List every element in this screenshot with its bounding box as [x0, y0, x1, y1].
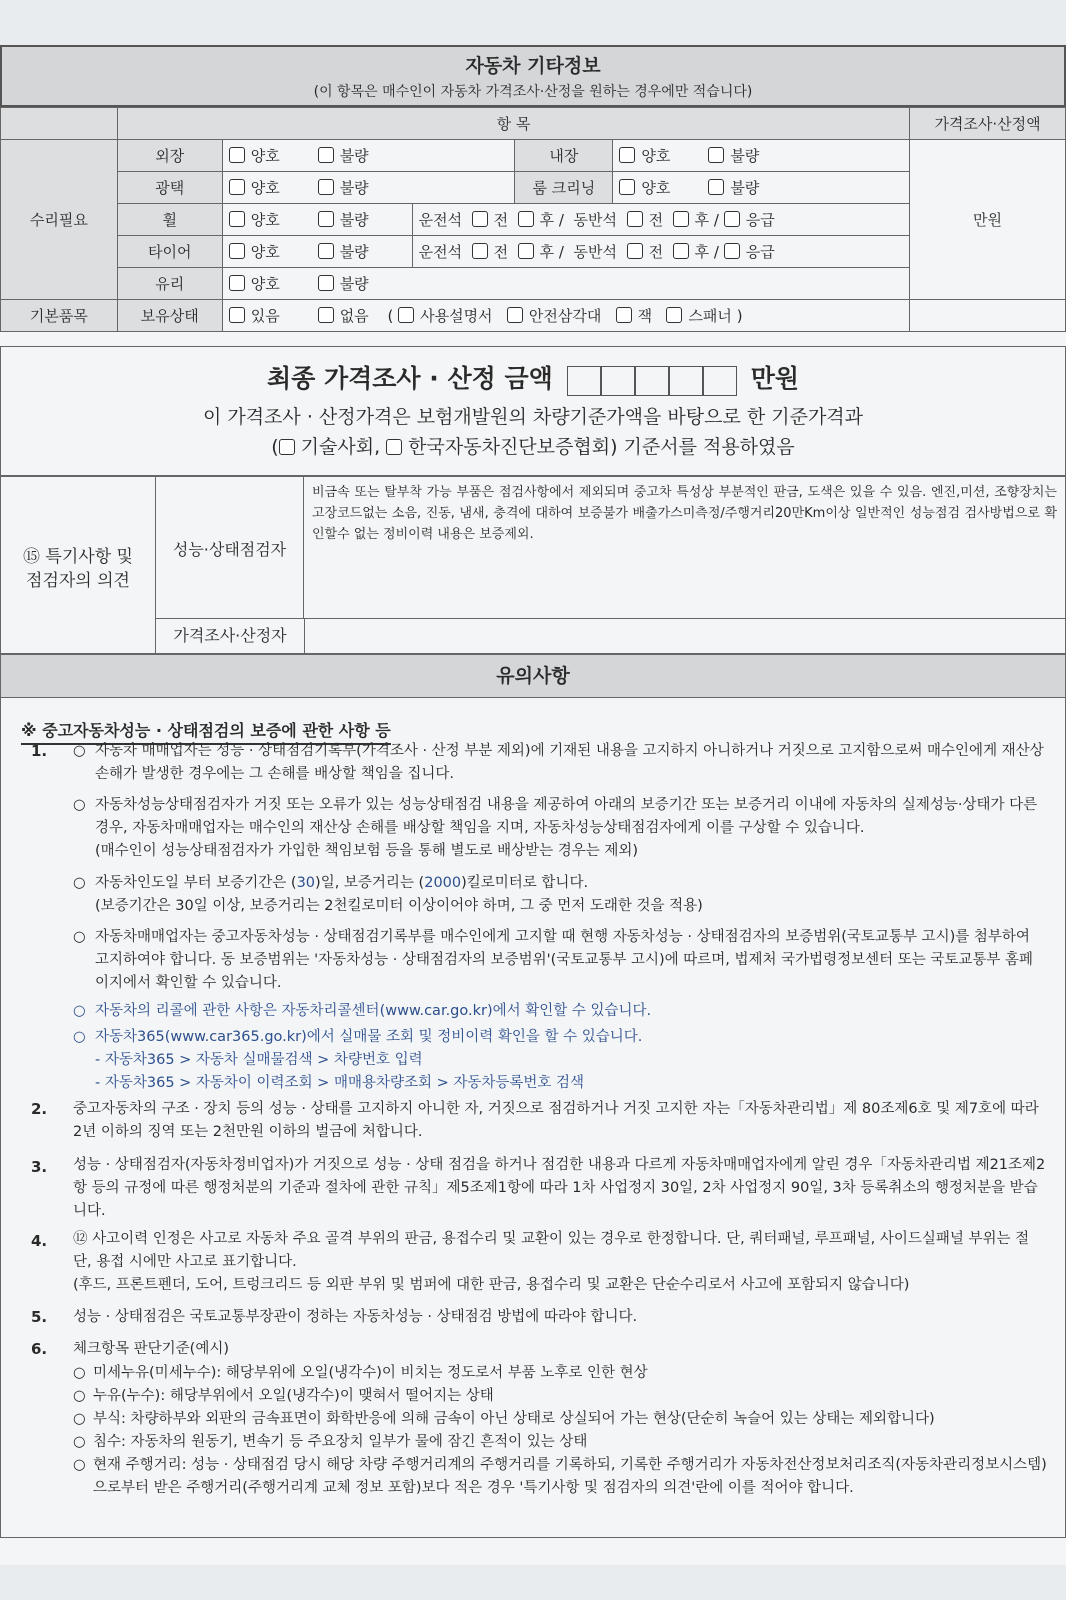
wheel-good-checkbox[interactable]: [229, 211, 245, 227]
criteria-list: [73, 1362, 1047, 1500]
tire-bad-checkbox[interactable]: [318, 243, 334, 259]
room-cleaning-options: 양호 불량: [613, 172, 910, 204]
row-possession: 보유상태: [117, 300, 222, 332]
notice-bullet-car365: ○ 자동차365(www.car365.go.kr)에서 실매물 조회 및 정비이력 확인을 할 수 있습니다. - 자동차365 > 자동차 실매물검색 > 차량번호 입력 - 자동차365 > 자동차이 이력조회 > 매매용차량조회 > 자동차등록번호 검색: [73, 1029, 643, 1091]
wheel-options: 양호 불량: [222, 204, 412, 236]
repair-label: 수리필요: [1, 140, 118, 300]
engineer-society-checkbox[interactable]: [279, 439, 295, 455]
gloss-good-checkbox[interactable]: [229, 179, 245, 195]
glass-bad-checkbox[interactable]: [318, 275, 334, 291]
spanner-checkbox[interactable]: [666, 307, 682, 323]
row-interior: 내장: [515, 140, 613, 172]
basic-price-cell: [910, 300, 1066, 332]
criteria-item: ○ 미세누유(미세누수): 해당부위에 오일(냉각수)이 비치는 정도로서 부품 노후로 인한 현상: [73, 1365, 648, 1381]
item-number-3: 3.: [31, 1158, 48, 1176]
notice-title: ※ 중고자동차성능 · 상태점검의 보증에 관한 사항 등: [21, 718, 391, 745]
notice-item-2: 중고자동차의 구조 · 장치 등의 성능 · 상태를 고지하지 아니한 자, 거짓으로 점검하거나 거짓 고지한 자는「자동차관리법」제 80조제6호 및 제7호에 따라 2년 이하의 징역 또는 2천만원 이하의 벌금에 처합니다.: [73, 1101, 1039, 1140]
possession-no-checkbox[interactable]: [318, 307, 334, 323]
final-price-note: 이 가격조사 · 산정가격은 보험개발원의 차량기준가액을 바탕으로 한 기준가격과 ( 기술사회, 한국자동차진단보증협회) 기준서를 적용하였음: [202, 405, 864, 458]
row-gloss: 광택: [117, 172, 222, 204]
glass-options: 양호 불량: [222, 268, 909, 300]
warranty-km: 2000: [424, 875, 462, 891]
row-room-cleaning: 룸 크리닝: [515, 172, 613, 204]
notice-bullet-recall: ○ 자동차의 리콜에 관한 사항은 자동차리콜센터(www.car.go.kr)에서 확인할 수 있습니다.: [73, 1003, 652, 1019]
tire-good-checkbox[interactable]: [229, 243, 245, 259]
interior-bad-checkbox[interactable]: [708, 147, 724, 163]
gloss-bad-checkbox[interactable]: [318, 179, 334, 195]
item-number-4: 4.: [31, 1232, 48, 1250]
notice-item-3: 성능 · 상태점검자(자동차정비업자)가 거짓으로 성능 · 상태 점검을 하거나 점검한 내용과 다르게 자동차매매업자에게 알린 경우「자동차관리법 제21조제2항 등의 규정에 따른 행정처분의 기준과 절차에 관한 규칙」제5조제1항에 따라 1차 사업정지 30일, 2차 사업정지 90일, 3차 등록취소의 행정처분을 받습니다.: [73, 1157, 1046, 1219]
final-price-digit-boxes[interactable]: [567, 365, 737, 396]
section-subtitle: (이 항목은 매수인이 자동차 가격조사·산정을 원하는 경우에만 적습니다): [313, 84, 753, 100]
room-cleaning-good-checkbox[interactable]: [619, 179, 635, 195]
item-number-2: 2.: [31, 1100, 48, 1118]
jack-checkbox[interactable]: [616, 307, 632, 323]
tire-passenger-front-checkbox[interactable]: [627, 243, 643, 259]
exterior-bad-checkbox[interactable]: [318, 147, 334, 163]
tire-passenger-rear-checkbox[interactable]: [673, 243, 689, 259]
criteria-item: ○ 침수: 자동차의 원동기, 변속기 등 주요장치 일부가 물에 잠긴 흔적이 있는 상태: [73, 1434, 588, 1450]
col-item-header: 항 목: [117, 108, 909, 140]
tire-position-options: 운전석 전 후 / 동반석 전 후 / 응급: [412, 236, 910, 268]
room-cleaning-bad-checkbox[interactable]: [708, 179, 724, 195]
interior-good-checkbox[interactable]: [619, 147, 635, 163]
notice-bullet-1: ○ 자동차 매매업자는 성능 · 상태점검기록부(가격조사 · 산정 부분 제외)에 기재된 내용을 고지하지 아니하거나 거짓으로 고지함으로써 매수인에게 재산상 손해가 발생한 경우에는 그 손해를 배상할 책임을 집니다.: [73, 743, 1044, 782]
item-number-5: 5.: [31, 1308, 48, 1326]
interior-options: 양호 불량: [613, 140, 910, 172]
triangle-checkbox[interactable]: [507, 307, 523, 323]
row-wheel: 휠: [117, 204, 222, 236]
kadia-checkbox[interactable]: [386, 439, 402, 455]
glass-good-checkbox[interactable]: [229, 275, 245, 291]
warranty-days: 30: [296, 875, 316, 891]
final-price-section: [0, 346, 1066, 476]
wheel-position-options: 운전석 전 후 / 동반석 전 후 / 응급: [412, 204, 910, 236]
section-title: 자동차 기타정보: [465, 55, 601, 77]
row-tire: 타이어: [117, 236, 222, 268]
notice-item-4: ⑫ 사고이력 인정은 사고로 자동차 주요 골격 부위의 판금, 용접수리 및 교환이 있는 경우로 한정합니다. 단, 쿼터패널, 루프패널, 사이드실패널 부위는 절단, 용접 시에만 사고로 표기합니다. (후드, 프론트펜더, 도어, 트렁크리드 등 외판 부위 및 범퍼에 대한 판금, 용접수리 및 교환은 단순수리로서 사고에 포함되지 않습니다): [73, 1231, 1030, 1293]
wheel-driver-front-checkbox[interactable]: [472, 211, 488, 227]
tire-options: 양호 불량: [222, 236, 412, 268]
section-header: [0, 45, 1066, 107]
tire-driver-front-checkbox[interactable]: [472, 243, 488, 259]
basic-item-options: 있음 없음 ( 사용설명서 안전삼각대 잭 스패너 ): [222, 300, 909, 332]
price-inspector-label: 가격조사·산정자: [156, 619, 305, 653]
criteria-item: ○ 현재 주행거리: 성능 · 상태점검 당시 해당 차량 주행거리계의 주행거리를 기록하되, 기록한 주행거리가 자동차전산정보처리조직(자동차관리정보시스템)으로부터 받은 주행거리(주행거리계 교체 정보 포함)보다 적은 경우 '특기사항 및 점검자의 의견'란에 이를 적어야 합니다.: [73, 1457, 1047, 1496]
notice-header: 유의사항: [0, 654, 1066, 698]
wheel-bad-checkbox[interactable]: [318, 211, 334, 227]
notice-item-6: 체크항목 판단기준(예시): [73, 1341, 229, 1357]
final-price-title: 최종 가격조사 · 산정 금액: [266, 364, 553, 393]
tire-driver-rear-checkbox[interactable]: [518, 243, 534, 259]
price-unit: 만원: [910, 140, 1066, 300]
notice-bullet-2: ○ 자동차성능상태점검자가 거짓 또는 오류가 있는 성능상태점검 내용을 제공하여 아래의 보증기간 또는 보증거리 이내에 자동차의 실제성능·상태가 다른 경우, 자동차매매업자는 매수인의 재산상 손해를 배상할 책임을 지며, 자동차성능상태점검자에게 이를 구상할 수 있습니다. (매수인이 성능상태점검자가 가입한 책임보험 등을 통해 별도로 배상받는 경우는 제외): [73, 797, 1038, 859]
criteria-item: ○ 누유(누수): 해당부위에서 오일(냉각수)이 맺혀서 떨어지는 상태: [73, 1388, 494, 1404]
inspector-label: 성능·상태점검자: [156, 477, 304, 619]
col-price-header: 가격조사·산정액: [910, 108, 1066, 140]
inspection-table: [0, 107, 1066, 332]
inspector-opinion-text: 비금속 또는 탈부착 가능 부품은 점검사항에서 제외되며 중고차 특성상 부분적인 판금, 도색은 있을 수 있음. 엔진,미션, 조향장치는 고장코드없는 소음, 진동, 냄새, 충격에 대하여 보증불가 배출가스미측정/주행거리20만Km이상 일반적인 성능점검 검사방법으로 확인할수 없는 정비이력 내용은 보증제외.: [304, 477, 1065, 619]
gloss-options: 양호 불량: [222, 172, 515, 204]
row-exterior: 외장: [117, 140, 222, 172]
exterior-good-checkbox[interactable]: [229, 147, 245, 163]
wheel-driver-rear-checkbox[interactable]: [518, 211, 534, 227]
tire-emergency-checkbox[interactable]: [724, 243, 740, 259]
opinion-section: [0, 476, 1066, 654]
exterior-options: 양호 불량: [222, 140, 515, 172]
notice-section: [0, 698, 1066, 1538]
final-price-unit: 만원: [750, 364, 800, 393]
manual-checkbox[interactable]: [398, 307, 414, 323]
possession-yes-checkbox[interactable]: [229, 307, 245, 323]
wheel-passenger-rear-checkbox[interactable]: [673, 211, 689, 227]
wheel-emergency-checkbox[interactable]: [724, 211, 740, 227]
opinion-label: ⑮ 특기사항 및 점검자의 의견: [1, 477, 156, 653]
item-number-6: 6.: [31, 1340, 48, 1358]
notice-bullet-4: ○ 자동차매매업자는 중고자동차성능 · 상태점검기록부를 매수인에게 고지할 때 현행 자동차성능 · 상태점검자의 보증범위(국토교통부 고시)를 첨부하여 고지하여야 합니다. 동 보증범위는 '자동차성능 · 상태점검자의 보증범위'(국토교통부 고시)에 따르며, 법제처 국가법령정보센터 또는 국토교통부 홈페이지에서 확인할 수 있습니다.: [73, 929, 1034, 991]
notice-item-5: 성능 · 상태점검은 국토교통부장관이 정하는 자동차성능 · 상태점검 방법에 따라야 합니다.: [73, 1309, 638, 1325]
wheel-passenger-front-checkbox[interactable]: [627, 211, 643, 227]
criteria-item: ○ 부식: 차량하부와 외판의 금속표면이 화학반응에 의해 금속이 아닌 상태로 상실되어 가는 현상(단순히 녹슬어 있는 상태는 제외합니다): [73, 1411, 935, 1427]
row-glass: 유리: [117, 268, 222, 300]
item-number-1: 1.: [31, 742, 48, 760]
notice-bullet-3: ○ 자동차인도일 부터 보증기간은 (30)일, 보증거리는 (2000)킬로미터로 합니다. (보증기간은 30일 이상, 보증거리는 2천킬로미터 이상이어야 하며, 그 중 먼저 도래한 것을 적용): [73, 875, 703, 914]
basic-label: 기본품목: [1, 300, 118, 332]
header-blank: [1, 108, 118, 140]
